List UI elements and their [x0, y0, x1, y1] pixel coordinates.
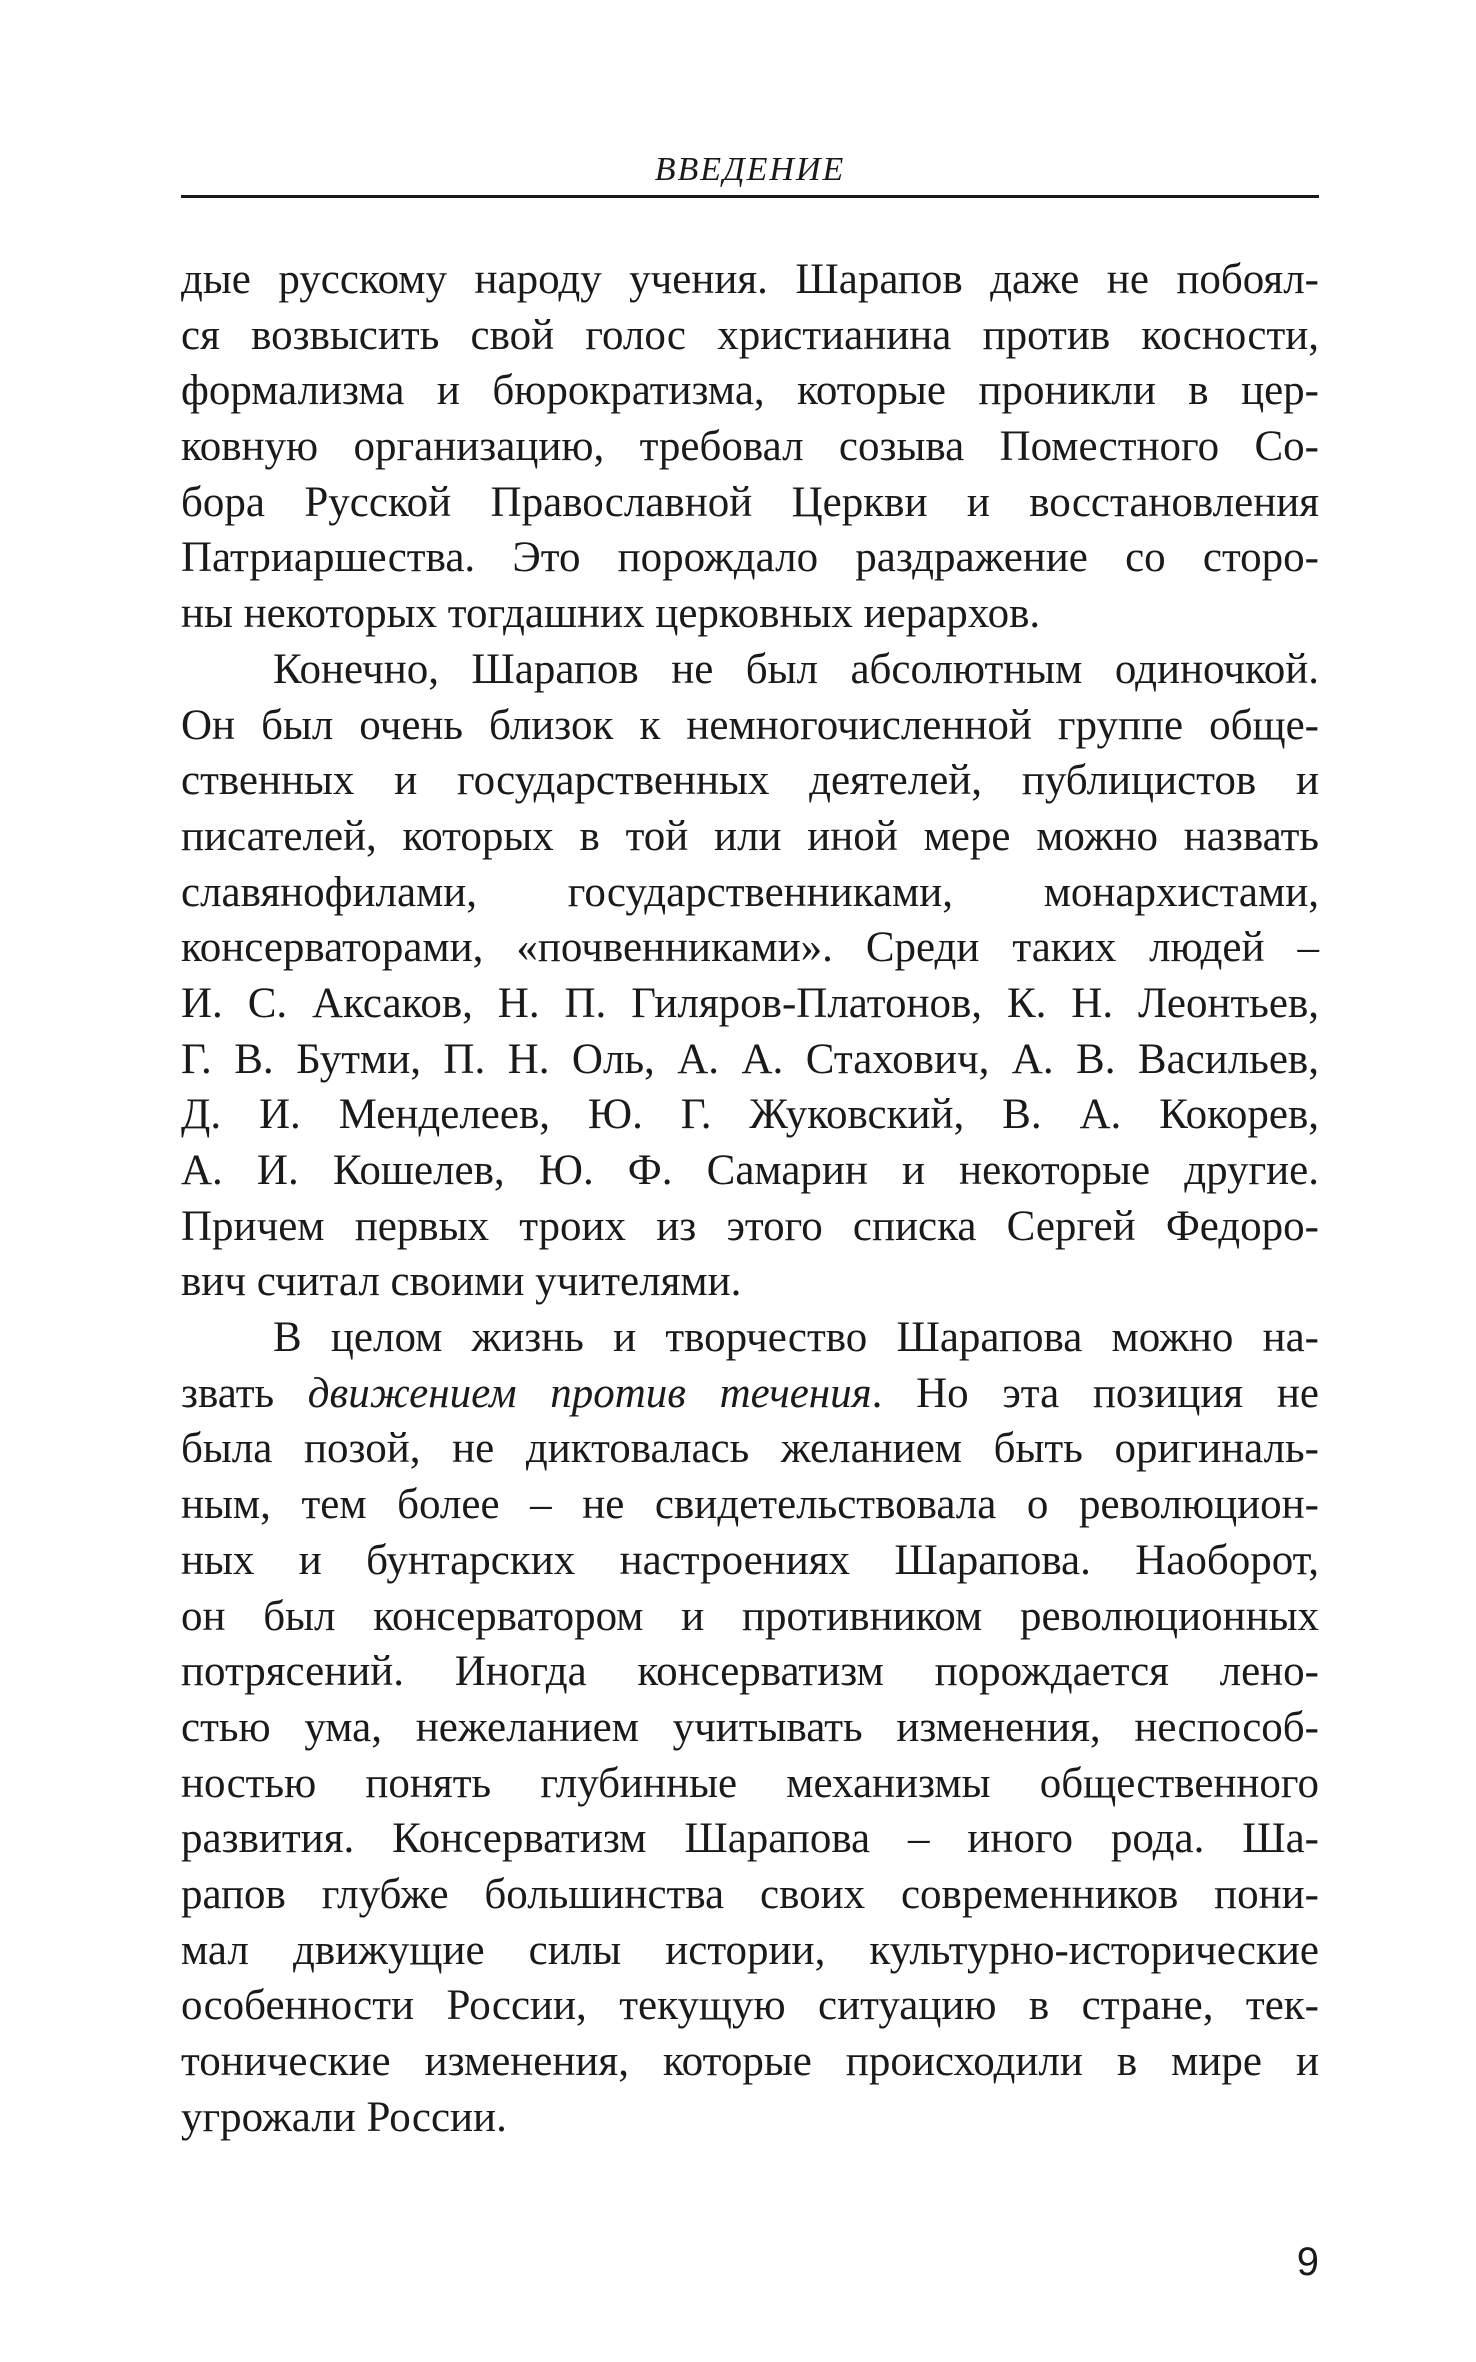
paragraph-1-line: бора Русской Православной Церкви и восстановления [181, 478, 1319, 526]
paragraph-2-line: Д. И. Менделеев, Ю. Г. Жуковский, В. А. Кокорев, [181, 1091, 1319, 1139]
paragraph-3-line: тонические изменения, которые происходили в мире и [181, 2038, 1319, 2085]
paragraph-3-text: звать [181, 1369, 308, 1417]
italic-phrase: движением против течения [307, 1369, 872, 1417]
paragraph-2-line: Он был очень близок к немногочисленной группе обще- [181, 701, 1319, 749]
page-number: 9 [1296, 2240, 1319, 2284]
paragraph-3-line: рапов глубже большинства своих современников пони- [181, 1870, 1319, 1918]
paragraph-2-line: консерваторами, «почвенниками». Среди таких людей – [181, 924, 1319, 972]
paragraph-2-line: Г. В. Бутми, П. Н. Оль, А. А. Стахович, А. В. Васильев, [181, 1035, 1319, 1083]
paragraph-3-line: ных и бунтарских настроениях Шарапова. Наоборот, [181, 1536, 1319, 1584]
paragraph-3-line: потрясений. Иногда консерватизм порождается лено- [181, 1648, 1319, 1696]
paragraph-1-line: ны некоторых тогдашних церковных иерархов. [181, 590, 1041, 638]
paragraph-3-line: особенности России, текущую ситуацию в стране, тек- [181, 1982, 1319, 2030]
paragraph-3-line: стью ума, нежеланием учитывать изменения, неспособ- [181, 1703, 1319, 1751]
paragraph-1-line: формализма и бюрократизма, которые проникли в цер- [181, 367, 1319, 415]
paragraph-3-line: ным, тем более – не свидетельствовала о революцион- [181, 1481, 1319, 1529]
header-rule [181, 195, 1319, 198]
paragraph-3-line: угрожали России. [181, 2093, 507, 2141]
paragraph-3-line: развития. Консерватизм Шарапова – иного рода. Ша- [181, 1815, 1319, 1863]
paragraph-2-line: славянофилами, государственниками, монархистами, [181, 868, 1319, 916]
paragraph-3-line: была позой, не диктовалась желанием быть оригиналь- [181, 1425, 1319, 1473]
paragraph-2-line: Причем первых троих из этого списка Сергей Федоро- [181, 1202, 1319, 1250]
paragraph-2-line: вич считал своими учителями. [181, 1258, 742, 1306]
paragraph-1-line: ковную организацию, требовал созыва Поместного Со- [181, 423, 1319, 471]
paragraph-1-line: дые русскому народу учения. Шарапов даже не побоял- [181, 256, 1319, 303]
paragraph-3-text: . Но эта позиция не [871, 1369, 1319, 1417]
paragraph-3-line: ностью понять глубинные механизмы общественного [181, 1759, 1319, 1807]
paragraph-1-line: Патриаршества. Это порождало раздражение со сторо- [181, 534, 1319, 582]
body-text [181, 252, 1319, 2145]
paragraph-1-line: ся возвысить свой голос христианина против косности, [181, 311, 1319, 359]
paragraph-2-line: ственных и государственных деятелей, публицистов и [181, 757, 1319, 805]
paragraph-3-line [181, 1366, 1319, 1422]
running-head: ВВЕДЕНИЕ [654, 151, 846, 188]
paragraph-2-line: писателей, которых в той или иной мере можно назвать [181, 812, 1319, 860]
paragraph-2-line: Конечно, Шарапов не был абсолютным одиночкой. [273, 645, 1319, 693]
paragraph-2-line: И. С. Аксаков, Н. П. Гиляров-Платонов, К. Н. Леонтьев, [181, 979, 1319, 1027]
paragraph-3-line: он был консерватором и противником революционных [181, 1592, 1319, 1640]
paragraph-3-line: мал движущие силы истории, культурно-исторические [181, 1926, 1319, 1974]
paragraph-3-line: В целом жизнь и творчество Шарапова можно на- [273, 1314, 1319, 1362]
paragraph-2-line: А. И. Кошелев, Ю. Ф. Самарин и некоторые другие. [181, 1147, 1319, 1194]
